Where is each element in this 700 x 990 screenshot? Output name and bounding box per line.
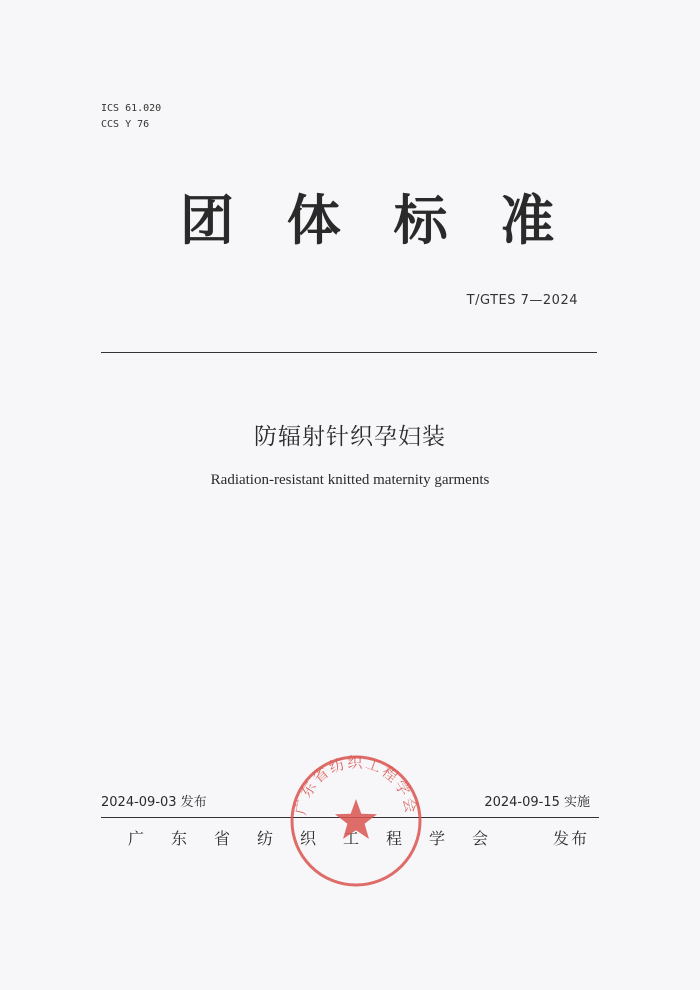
ics-code: ICS 61.020 <box>101 103 162 114</box>
official-seal <box>286 751 426 891</box>
publisher-name: 广东省纺织工程学会 <box>128 829 516 848</box>
ccs-code: CCS Y 76 <box>101 119 150 130</box>
document-type-heading: 团 体 标 准 <box>180 189 572 252</box>
publish-label: 发布 <box>553 829 590 848</box>
issue-date: 2024-09-03 发布 <box>101 795 207 810</box>
seal-text: 广东省纺织工程学会 <box>291 753 421 817</box>
seal-star-icon <box>335 799 377 839</box>
standard-number: T/GTES 7—2024 <box>466 293 578 308</box>
title-chinese: 防辐射针织孕妇装 <box>254 424 446 450</box>
classification-codes <box>101 101 161 133</box>
top-divider <box>101 352 597 353</box>
title-english: Radiation-resistant knitted maternity garments <box>210 472 490 488</box>
implementation-date: 2024-09-15 实施 <box>484 795 590 810</box>
